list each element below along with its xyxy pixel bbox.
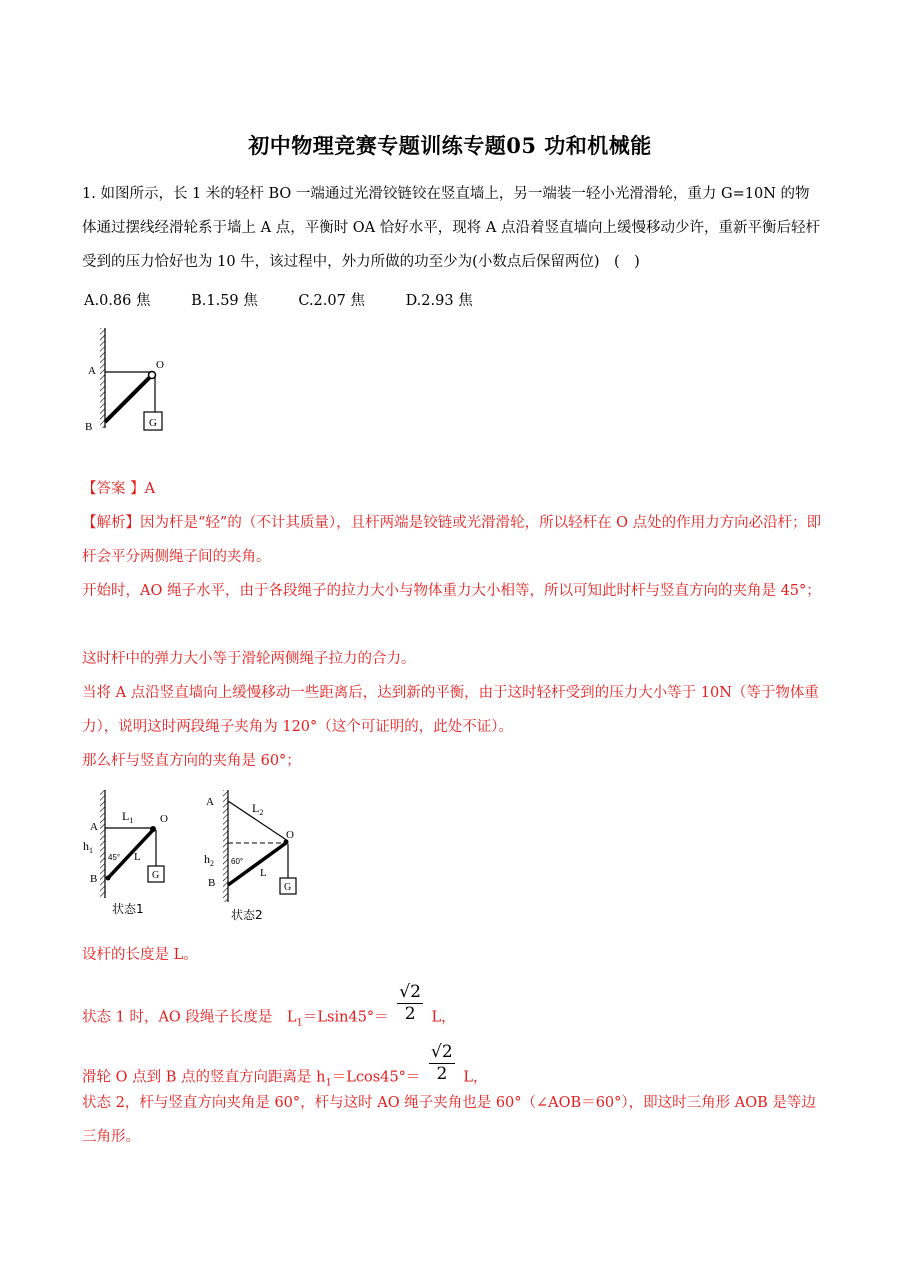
- label-b: B: [85, 421, 93, 433]
- fraction-sqrt2-over-2-b: $\frac{√2}{2}$: [431, 1042, 453, 1084]
- s1-label-angle: 45°: [108, 853, 121, 862]
- s2-label-l2: $L_2$: [252, 801, 264, 817]
- label-o: O: [156, 359, 164, 371]
- s2-label-h2: $h_2$: [204, 852, 214, 868]
- s2-label-g: G: [284, 882, 292, 893]
- s2-caption: 状态2: [231, 908, 263, 922]
- label-a: A: [88, 365, 96, 377]
- analysis-p4: 当将 A 点沿竖直墙向上缓慢移动一些距离后，达到新的平衡，由于这时轻杆受到的压力大小等于 10N（等于物体重力），说明这时两段绳子夹角为 120°（这个可证明的，此处不证）。: [82, 685, 819, 735]
- s1-label-g: G: [152, 870, 160, 881]
- s1-caption: 状态1: [112, 902, 144, 916]
- fraction-sqrt2-over-2: $\frac{√2}{2}$: [399, 982, 421, 1024]
- option-a: A.0.86 焦: [84, 293, 151, 309]
- s1-label-l: L: [134, 851, 141, 863]
- analysis-p5: 那么杆与竖直方向的夹角是 60°；: [82, 753, 301, 769]
- wall-hatch: [100, 328, 105, 428]
- analysis-p2: 开始时，AO 绳子水平，由于各段绳子的拉力大小与物体重力大小相等，所以可知此时杆与竖直方向的夹角是 45°；: [82, 583, 821, 599]
- label-g: G: [149, 417, 157, 429]
- s1-label-l1: $L_1$: [122, 809, 134, 825]
- calc-line-2: 状态 1 时，AO 段绳子长度是 $L_1=Lsin45^\circ=$ $\frac{√2}{2}$ L，: [82, 982, 456, 1029]
- calc-line-1: 设杆的长度是 L。: [82, 947, 198, 963]
- option-c: C.2.07 焦: [298, 293, 365, 309]
- s1-label-b: B: [90, 873, 98, 885]
- page-title: 初中物理竞赛专题训练专题05 功和机械能: [248, 133, 652, 158]
- answer-options: [84, 286, 509, 316]
- s1-label-h1: $h_1$: [83, 839, 93, 855]
- figure-states-diagram: [78, 788, 318, 928]
- calc-line-3: 滑轮 O 点到 B 点的竖直方向距离是 $h_1=Lcos45^\circ=$ $\frac{√2}{2}$ L，: [82, 1042, 488, 1089]
- state-2-diagram: [204, 790, 296, 922]
- analysis-p3: 这时杆中的弹力大小等于滑轮两侧绳子拉力的合力。: [82, 651, 416, 667]
- s2-label-l: L: [260, 867, 267, 879]
- option-d: D.2.93 焦: [405, 293, 473, 309]
- s2-label-angle: 60°: [231, 857, 244, 866]
- question-text: 1. 如图所示，长 1 米的轻杆 BO 一端通过光滑铰链铰在竖直墙上，另一端装一轻小光滑滑轮，重力 G=10N 的物体通过摆线经滑轮系于墙上 A 点，平衡时 OA 恰好水平，现将 A 点沿着竖直墙向上缓慢移动少许，重新平衡后轻杆受到的压力恰好也为 10 牛，该过程中，外力所做的功至少为(小数点后保留两位) ( ): [82, 186, 820, 270]
- answer-line: 【答案 】A: [82, 481, 156, 497]
- s1-label-a: A: [90, 821, 98, 833]
- option-b: B.1.59 焦: [191, 293, 258, 309]
- state-1-diagram: [83, 790, 168, 916]
- s2-label-b: B: [208, 877, 216, 889]
- s2-label-a: A: [206, 796, 214, 808]
- s2-label-o: O: [286, 829, 294, 841]
- figure-question-diagram: [80, 320, 190, 440]
- s1-label-o: O: [160, 813, 168, 825]
- calc-line-4: 状态 2，杆与竖直方向夹角是 60°，杆与这时 AO 绳子夹角也是 60°（∠AOB＝60°），即这时三角形 AOB 是等边三角形。: [82, 1095, 816, 1145]
- analysis-p1: 【解析】因为杆是“轻”的（不计其质量），且杆两端是铰链或光滑滑轮，所以轻杆在 O 点处的作用力方向必沿杆；即杆会平分两侧绳子间的夹角。: [82, 515, 822, 565]
